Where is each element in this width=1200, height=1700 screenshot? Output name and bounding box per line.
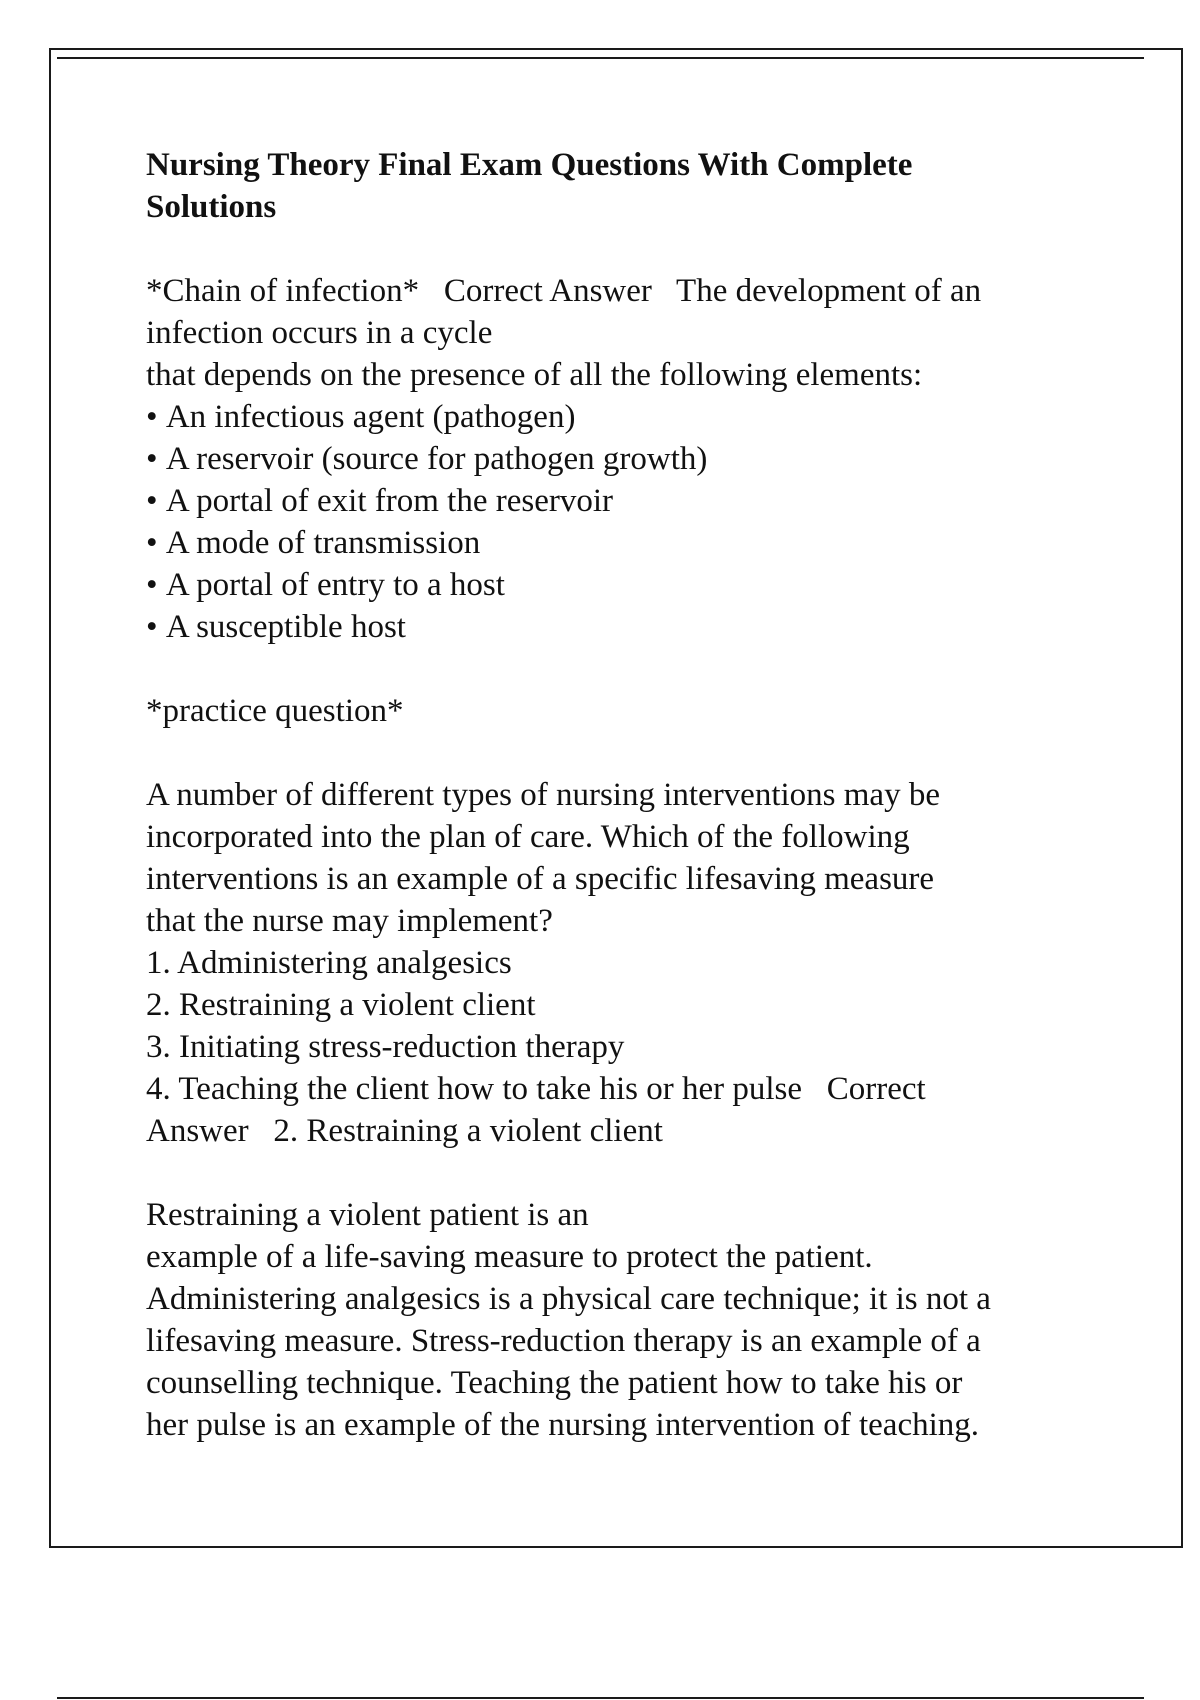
rationale-line: Restraining a violent patient is an (146, 1197, 589, 1233)
definition-line-1: The development of an (676, 273, 982, 309)
infection-elements-list (146, 396, 1106, 648)
definition-line-2: infection occurs in a cycle (146, 315, 493, 351)
option-4-line (146, 1068, 1106, 1110)
bottom-rule (57, 1697, 1144, 1699)
option-item: 1. Administering analgesics (146, 945, 512, 981)
chain-of-infection-section (146, 270, 1106, 648)
list-item: • An infectious agent (pathogen) (146, 396, 1106, 438)
list-item: • A portal of entry to a host (146, 564, 1106, 606)
answer-word: Answer (146, 1113, 249, 1149)
option-4: 4. Teaching the client how to take his or her pulse (146, 1071, 802, 1107)
answer-label: Correct Answer (443, 273, 652, 309)
question-line: that the nurse may implement? (146, 903, 553, 939)
option-item: 2. Restraining a violent client (146, 987, 536, 1023)
question-line: A number of different types of nursing interventions may be (146, 777, 940, 813)
list-item: • A portal of exit from the reservoir (146, 480, 1106, 522)
term-line (146, 270, 1106, 312)
option-item: 3. Initiating stress-reduction therapy (146, 1029, 625, 1065)
answer-line (146, 1110, 1106, 1152)
rationale-line: her pulse is an example of the nursing intervention of teaching. (146, 1407, 980, 1443)
answer-options-list (146, 942, 1106, 1068)
rationale-line: Administering analgesics is a physical care technique; it is not a (146, 1281, 991, 1317)
question-line: incorporated into the plan of care. Which of the following (146, 819, 910, 855)
rationale-line: counselling technique. Teaching the patient how to take his or (146, 1365, 963, 1401)
practice-question-heading: *practice question* (146, 693, 404, 729)
rationale-line: example of a life-saving measure to protect the patient. (146, 1239, 873, 1275)
list-item: • A reservoir (source for pathogen growth) (146, 438, 1106, 480)
list-item: • A susceptible host (146, 606, 1106, 648)
term: *Chain of infection* (146, 273, 420, 309)
correct-word: Correct (826, 1071, 926, 1107)
list-item: • A mode of transmission (146, 522, 1106, 564)
definition-line-3: that depends on the presence of all the following elements: (146, 357, 923, 393)
top-rule (57, 57, 1144, 59)
document-body (146, 144, 1106, 1488)
document-title: Nursing Theory Final Exam Questions With Complete Solutions (146, 147, 913, 225)
rationale-section (146, 1194, 1106, 1446)
question-line: interventions is an example of a specific lifesaving measure (146, 861, 935, 897)
practice-question-section (146, 774, 1106, 1152)
correct-answer-value: 2. Restraining a violent client (273, 1113, 663, 1149)
rationale-line: lifesaving measure. Stress-reduction therapy is an example of a (146, 1323, 981, 1359)
